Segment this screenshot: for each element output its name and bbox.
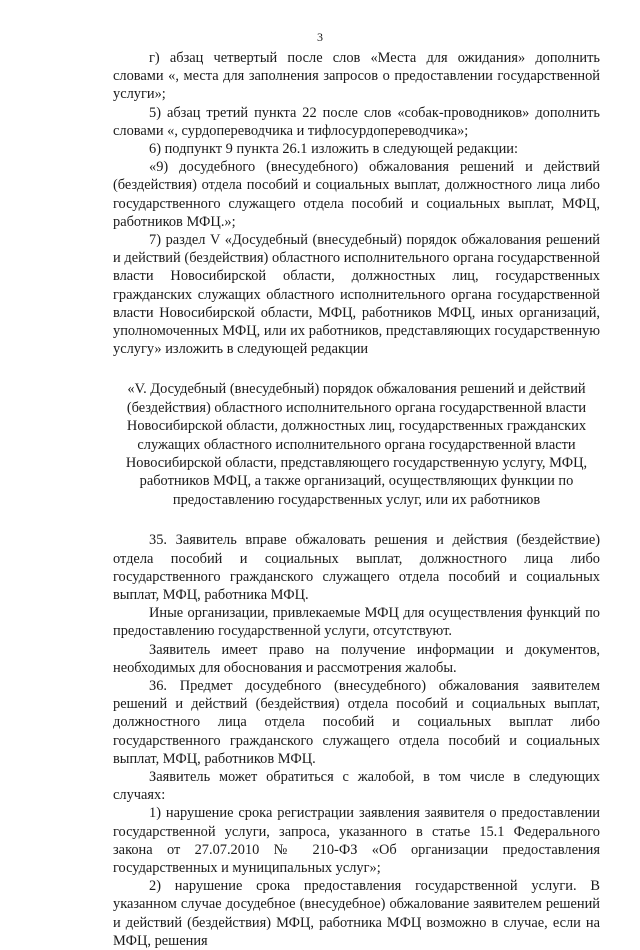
paragraph-case-2: 2) нарушение срока предоставления государственной услуги. В указанном случае досудебное (внесудебное) обжалование заявителем решений и действий (бездействия) МФЦ, работника МФЦ возможно в случае, если на МФЦ, решения	[113, 878, 600, 949]
paragraph-amendment-5: 5) абзац третий пункта 22 после слов «собак-проводников» дополнить словами «, сурдопереводчика и тифлосурдопереводчика»;	[113, 104, 600, 139]
page-number: 3	[317, 30, 323, 44]
paragraph-amendment-g: г) абзац четвертый после слов «Места для ожидания» дополнить словами «, места для заполнения запросов о предоставлении государственной услуги»;	[113, 50, 600, 103]
section-heading: «V. Досудебный (внесудебный) порядок обжалования решений и действий (бездействия) областного исполнительного органа государственной власти Новосибирской области, должностных лиц, государственных гражданских служащих областного исполнительного органа государственной власти Новосибирской области, представляющего государственную услугу, МФЦ, работников МФЦ, а также организаций, осуществляющих функции по предоставлению государственных услуг, или их работников	[125, 381, 588, 508]
paragraph-complaint-cases: Заявитель может обратиться с жалобой, в том числе в следующих случаях:	[113, 768, 600, 804]
paragraph-36: 36. Предмет досудебного (внесудебного) обжалования заявителем решений и действий (бездействия) отдела пособий и социальных выплат, должностного лица отдела пособий и социальных выплат либо государственного гражданского служащего отдела пособий и социальных выплат, МФЦ, работников МФЦ.	[113, 677, 600, 767]
paragraph-amendment-6-text: «9) досудебного (внесудебного) обжалования решений и действий (бездействия) отдела пособий и социальных выплат, должностного лица либо государственного служащего отдела пособий и социальных выплат, МФЦ, работников МФЦ.»;	[113, 159, 600, 230]
paragraph-35: 35. Заявитель вправе обжаловать решения и действия (бездействие) отдела пособий и социальных выплат, должностного лица либо государственного гражданского служащего отдела пособий и социальных выплат, МФЦ, работника МФЦ.	[113, 532, 600, 603]
paragraph-right-to-information: Заявитель имеет право на получение информации и документов, необходимых для обоснования и рассмотрения жалобы.	[113, 641, 600, 676]
paragraph-amendment-6: 6) подпункт 9 пункта 26.1 изложить в следующей редакции:	[149, 141, 518, 158]
document-body	[113, 49, 600, 950]
paragraph-amendment-7: 7) раздел V «Досудебный (внесудебный) порядок обжалования решений и действий (бездействия) областного исполнительного органа государственной власти Новосибирской области, должностных лиц, государственных гражданских служащих областного исполнительного органа государственной власти Новосибирской области, МФЦ, работников МФЦ, иных организаций, уполномоченных МФЦ, или их работников, представляющих государственную услугу» изложить в следующей редакции	[113, 232, 600, 358]
paragraph-other-organizations: Иные организации, привлекаемые МФЦ для осуществления функций по предоставлению государственной услуги, отсутствуют.	[113, 605, 600, 640]
paragraph-case-1: 1) нарушение срока регистрации заявления заявителя о предоставлении государственной услуги, запроса, указанного в статье 15.1 Федерального закона от 27.07.2010 № 210-ФЗ «Об организации предоставления государственных и муниципальных услуг»;	[113, 805, 600, 876]
